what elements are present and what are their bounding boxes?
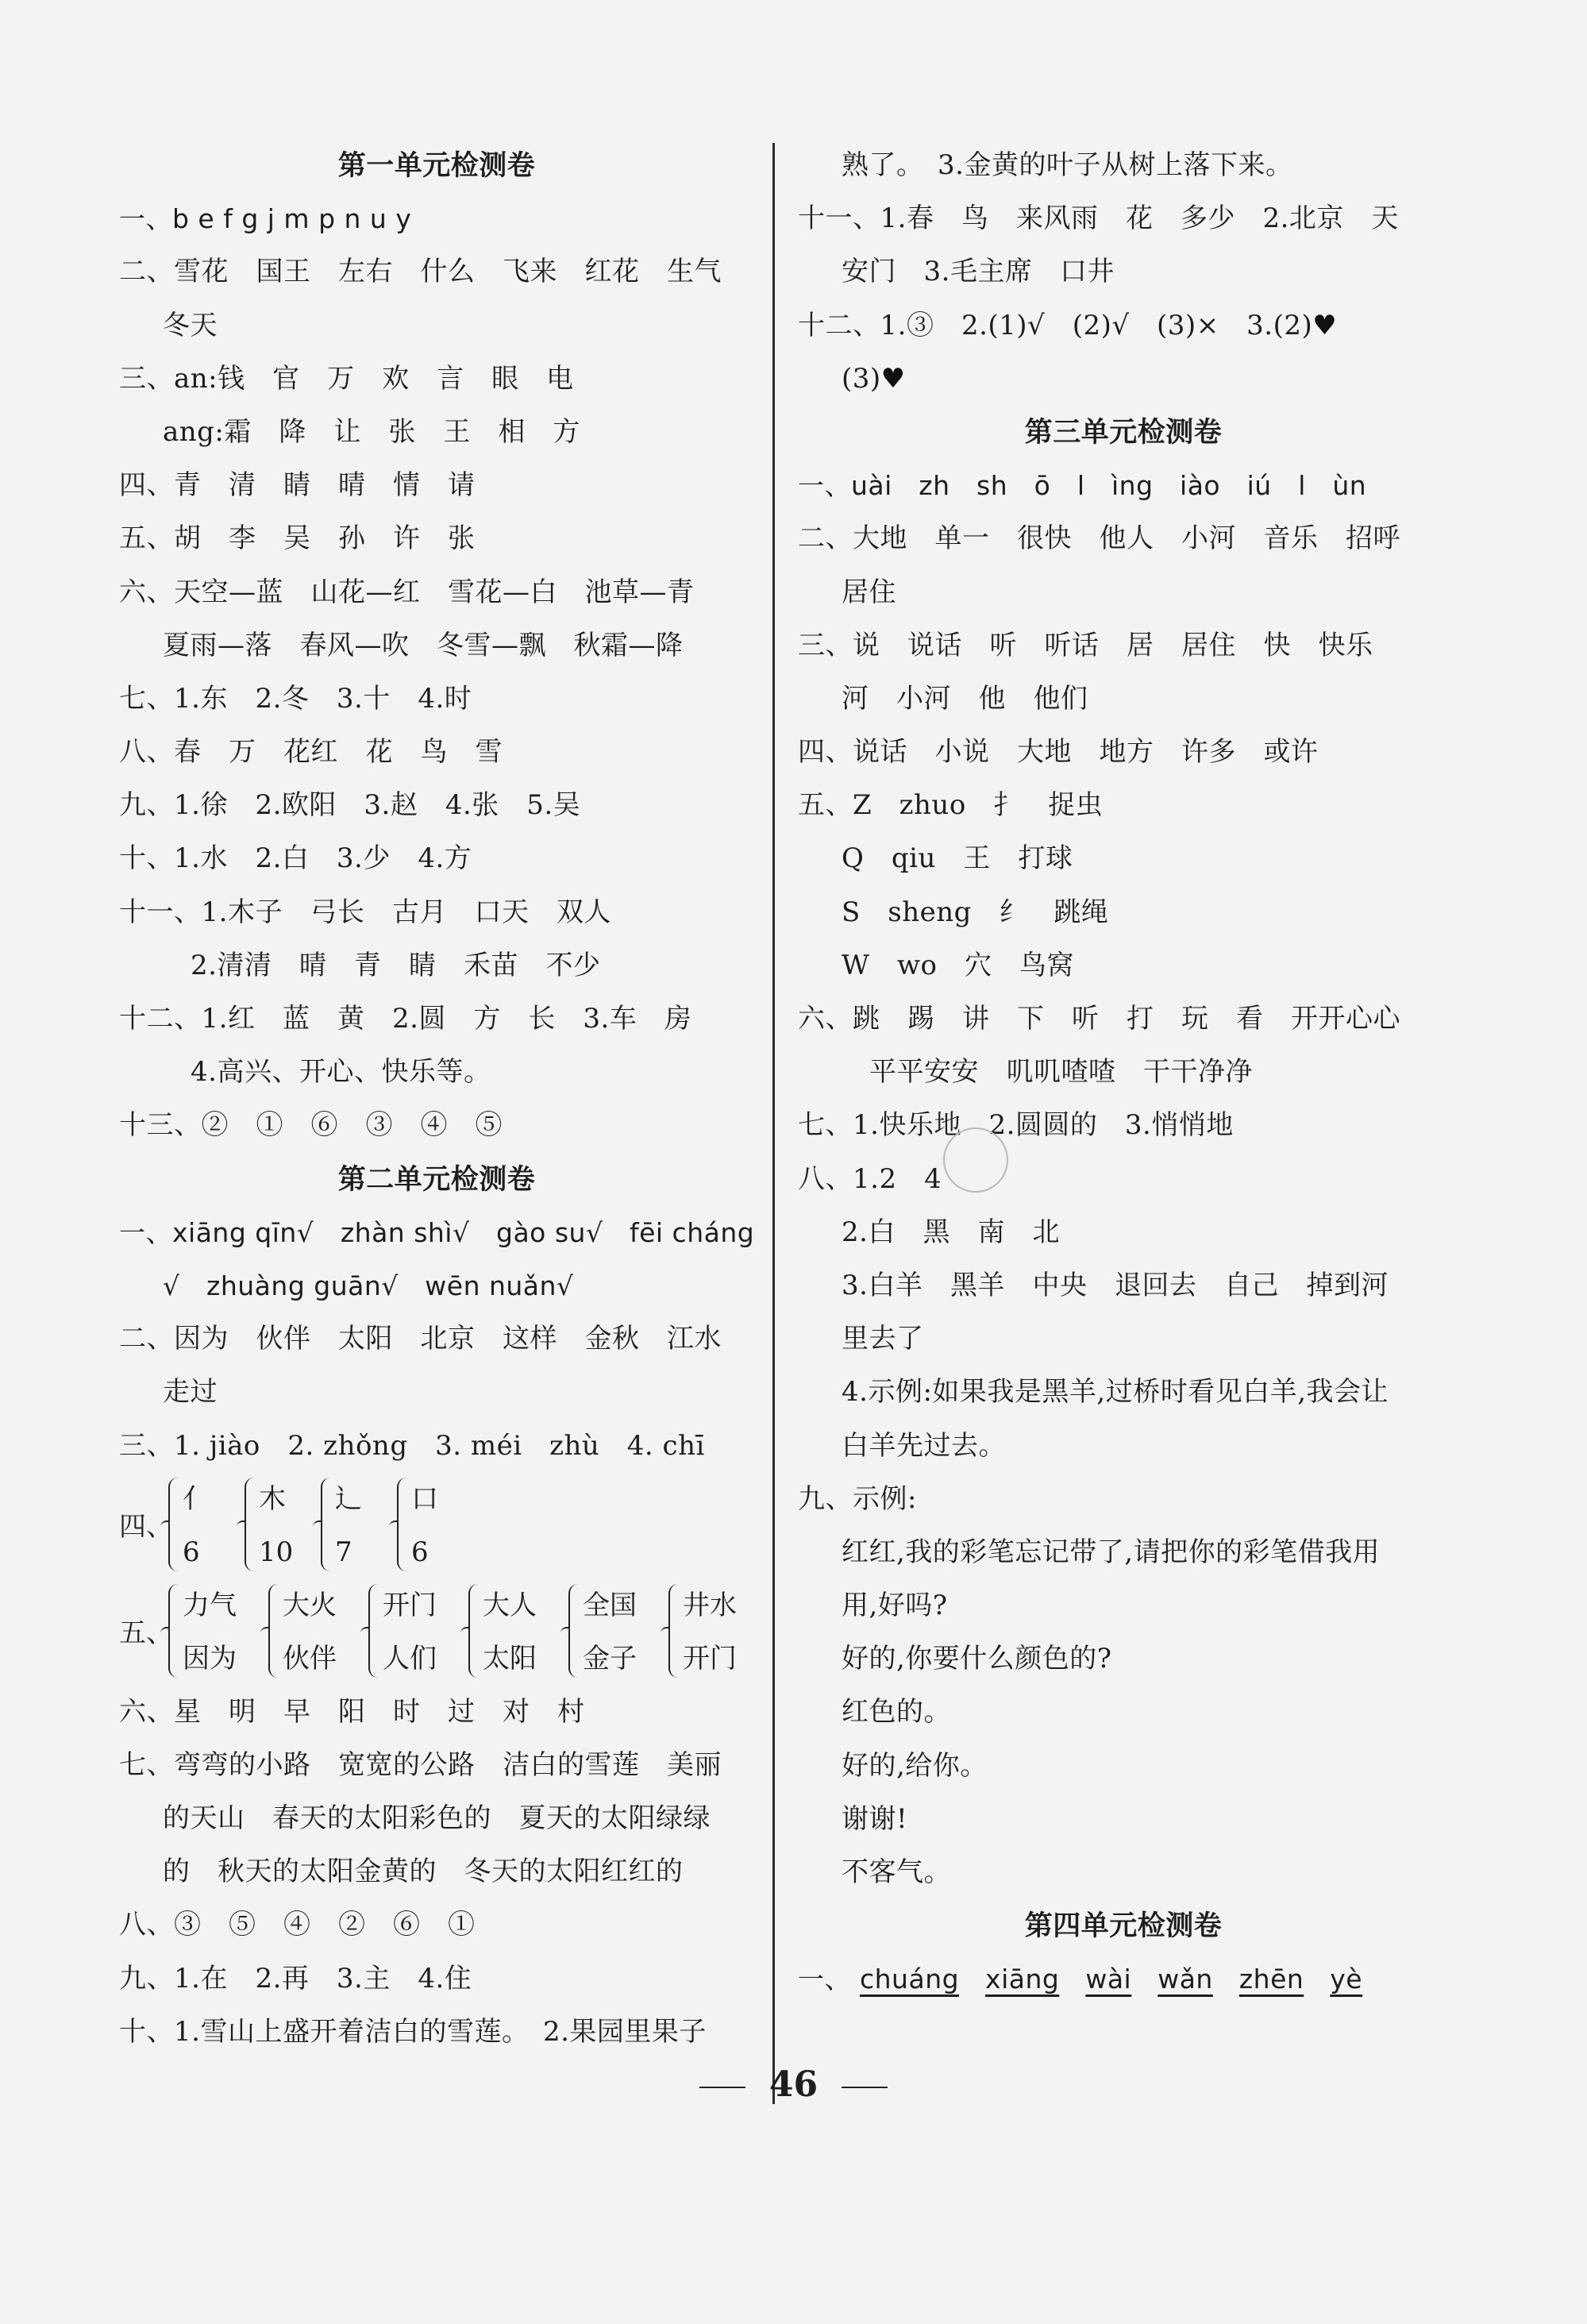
answer-line: 夏雨—落 春风—吹 冬雪—飘 秋霜—降 <box>163 629 684 661</box>
answer-line: 的天山 春天的太阳彩色的 夏天的太阳绿绿 <box>163 1802 711 1835</box>
pinyin-word: chuáng <box>860 1964 960 1995</box>
answer-text: (3) <box>842 362 881 395</box>
brace-icon <box>268 1584 281 1678</box>
answer-line: 谢谢! <box>842 1802 908 1835</box>
answer-line: 六、星 明 早 阳 时 过 对 村 <box>119 1695 585 1728</box>
brace-icon <box>368 1584 381 1678</box>
pinyin-word: zhēn <box>1238 1964 1304 1995</box>
answer-line: 六、跳 踢 讲 下 听 打 玩 看 开开心心 <box>798 1003 1400 1035</box>
answer-line: 九、1.徐 2.欧阳 3.赵 4.张 5.吴 <box>119 789 581 822</box>
answer-line: 四、青 清 睛 晴 情 请 <box>119 469 476 502</box>
answer-line: 白羊先过去。 <box>842 1429 1006 1462</box>
answer-line: 十、1.水 2.白 3.少 4.方 <box>119 842 472 875</box>
brace-top: 辶 <box>335 1482 362 1515</box>
answer-line: 二、大地 单一 很快 他人 小河 音乐 招呼 <box>798 522 1400 555</box>
pinyin-word: yè <box>1330 1964 1363 1995</box>
brace-icon <box>168 1478 181 1571</box>
unit-3-title: 第三单元检测卷 <box>1024 415 1223 449</box>
answer-line: 4.高兴、开心、快乐等。 <box>191 1056 491 1089</box>
brace-bottom: 7 <box>335 1536 352 1568</box>
brace-bottom: 因为 <box>183 1642 237 1675</box>
brace-bottom: 6 <box>411 1536 429 1568</box>
answer-line: 一、uài zh sh ō l ìng iào iú l ùn <box>798 470 1367 502</box>
answer-line: 的 秋天的太阳金黄的 冬天的太阳红红的 <box>163 1856 684 1888</box>
answer-line: 三、1. jiào 2. zhǒng 3. méi zhù 4. chī <box>119 1429 705 1462</box>
answer-line: 三、an:钱 官 万 欢 言 眼 电 <box>119 362 574 395</box>
answer-line: 2.清清 晴 青 睛 禾苗 不少 <box>191 949 601 981</box>
brace-icon <box>397 1478 410 1571</box>
answer-line: 四、说话 小说 大地 地方 许多 或许 <box>798 736 1319 769</box>
answer-line: 八、1.2 4 <box>798 1162 942 1195</box>
unit-4-title: 第四单元检测卷 <box>1024 1910 1223 1943</box>
brace-bottom: 金子 <box>583 1642 637 1675</box>
answer-line: 八、③ ⑤ ④ ② ⑥ ① <box>119 1909 476 1941</box>
answer-line: 三、说 说话 听 听话 居 居住 快 快乐 <box>798 629 1373 661</box>
question-5-words <box>119 1579 754 1686</box>
unit-2-title: 第二单元检测卷 <box>337 1162 536 1196</box>
answer-line: 居住 <box>842 576 896 608</box>
brace-bottom: 伙伴 <box>283 1642 337 1675</box>
brace-icon <box>468 1584 481 1678</box>
unit-1-title: 第一单元检测卷 <box>337 149 536 182</box>
brace-bottom: 人们 <box>383 1642 437 1675</box>
answer-line <box>798 353 1449 406</box>
answer-line: 不客气。 <box>842 1856 951 1888</box>
answer-line: W wo 穴 鸟窝 <box>842 949 1075 981</box>
answer-line: 好的,你要什么颜色的? <box>842 1643 1112 1675</box>
answer-line: 五、胡 李 吴 孙 许 张 <box>119 522 476 555</box>
page-number <box>0 2064 1587 2105</box>
question-4-radicals <box>119 1473 754 1579</box>
answer-line: Q qiu 王 打球 <box>842 842 1073 875</box>
answer-line: 一、b e f g j m p n u y <box>119 203 412 235</box>
brace-top: 井水 <box>683 1589 737 1621</box>
brace-top: 大人 <box>483 1589 537 1621</box>
brace-top: 口 <box>411 1482 438 1515</box>
answer-line: 二、雪花 国王 左右 什么 飞来 红花 生气 <box>119 256 722 288</box>
answer-line: 红红,我的彩笔忘记带了,请把你的彩笔借我用 <box>842 1536 1381 1568</box>
answer-line: 熟了。 3.金黄的叶子从树上落下来。 <box>842 149 1293 181</box>
answer-line <box>798 1952 1449 2006</box>
brace-top: 木 <box>259 1482 286 1515</box>
brace-icon <box>568 1584 581 1678</box>
answer-line: 七、1.东 2.冬 3.十 4.时 <box>119 682 472 715</box>
answer-line: 十一、1.木子 弓长 古月 口天 双人 <box>119 896 611 928</box>
answer-line: 九、示例: <box>798 1482 917 1515</box>
brace-bottom: 开门 <box>683 1642 737 1675</box>
page-number-dash <box>699 2087 745 2088</box>
answer-line: 用,好吗? <box>842 1590 948 1622</box>
answer-line: 4.示例:如果我是黑羊,过桥时看见白羊,我会让 <box>842 1376 1389 1409</box>
heart-icon: ♥ <box>1312 309 1338 341</box>
brace-top: 大火 <box>283 1589 337 1621</box>
question-lead: 四、 <box>119 1510 173 1543</box>
heart-icon: ♥ <box>880 362 906 395</box>
pinyin-word: xiāng <box>985 1964 1060 1995</box>
answer-line <box>798 299 1449 353</box>
answer-line: 五、Z zhuo 扌 捉虫 <box>798 789 1104 822</box>
brace-icon <box>245 1478 257 1571</box>
answer-line: 二、因为 伙伴 太阳 北京 这样 金秋 江水 <box>119 1323 722 1355</box>
brace-top: 全国 <box>583 1589 637 1621</box>
answer-line: 安门 3.毛主席 口井 <box>842 256 1115 288</box>
answer-line: √ zhuàng guān√ wēn nuǎn√ <box>163 1270 574 1301</box>
answer-line: S sheng 纟 跳绳 <box>842 896 1109 928</box>
page-number-value: 46 <box>768 2064 819 2105</box>
answer-line: 十一、1.春 鸟 来风雨 花 多少 2.北京 天 <box>798 202 1399 235</box>
page-number-dash <box>842 2087 888 2088</box>
brace-bottom: 10 <box>259 1536 294 1568</box>
answer-line: 十二、1.红 蓝 黄 2.圆 方 长 3.车 房 <box>119 1003 692 1035</box>
answer-line: 平平安安 叽叽喳喳 干干净净 <box>869 1056 1253 1089</box>
answer-line: 七、弯弯的小路 宽宽的公路 洁白的雪莲 美丽 <box>119 1748 722 1781</box>
brace-icon <box>668 1584 681 1678</box>
brace-bottom: 6 <box>183 1536 200 1568</box>
question-lead: 五、 <box>119 1617 173 1649</box>
answer-line: 走过 <box>163 1376 218 1409</box>
answer-line: ang:霜 降 让 张 王 相 方 <box>163 415 580 448</box>
answer-line: 冬天 <box>163 309 218 341</box>
answer-line: 一、xiāng qīn√ zhàn shì√ gào su√ fēi cháng <box>119 1216 755 1248</box>
answer-line: 红色的。 <box>842 1696 951 1729</box>
answer-text: 十二、1.③ 2.(1)√ (2)√ (3)× 3.(2) <box>798 309 1313 341</box>
answer-line: 里去了 <box>842 1323 924 1355</box>
answer-line: 十、1.雪山上盛开着洁白的雪莲。 2.果园里果子 <box>119 2015 707 2048</box>
answer-line: 3.白羊 黑羊 中央 退回去 自己 掉到河 <box>842 1269 1389 1301</box>
right-column <box>798 139 1449 2006</box>
brace-bottom: 太阳 <box>483 1642 537 1675</box>
answer-line: 2.白 黑 南 北 <box>842 1216 1060 1248</box>
answer-line: 八、春 万 花红 花 鸟 雪 <box>119 736 503 769</box>
answer-line: 六、天空—蓝 山花—红 雪花—白 池草—青 <box>119 576 695 608</box>
answer-line: 七、1.快乐地 2.圆圆的 3.悄悄地 <box>798 1109 1234 1142</box>
answer-line: 十三、② ① ⑥ ③ ④ ⑤ <box>119 1109 503 1142</box>
faint-stamp-icon <box>943 1127 1008 1193</box>
answer-line: 九、1.在 2.再 3.主 4.住 <box>119 1962 472 1994</box>
left-column <box>119 139 754 2059</box>
answer-line: 好的,给你。 <box>842 1749 988 1782</box>
brace-icon <box>168 1584 181 1678</box>
pinyin-word: wǎn <box>1158 1964 1213 1995</box>
question-lead: 一、 <box>798 1964 851 1995</box>
brace-top: 力气 <box>183 1589 237 1621</box>
column-divider <box>772 143 775 2104</box>
brace-icon <box>321 1478 333 1571</box>
pinyin-word: wài <box>1085 1964 1132 1995</box>
brace-top: 开门 <box>383 1589 437 1621</box>
brace-top: 亻 <box>183 1482 210 1515</box>
answer-line: 河 小河 他 他们 <box>842 682 1088 715</box>
